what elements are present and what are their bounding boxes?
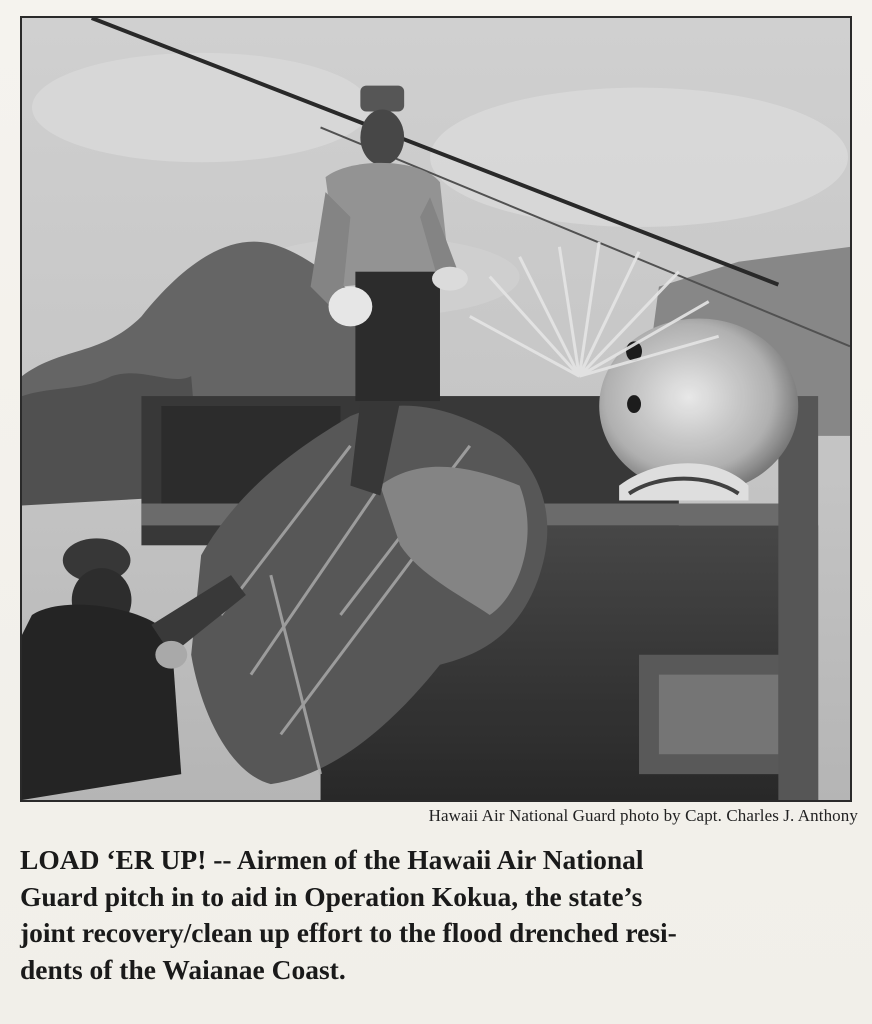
caption-line: Guard pitch in to aid in Operation Kokua, the state’s — [20, 880, 643, 912]
news-photo — [20, 16, 852, 802]
caption-line: joint recovery/clean up effort to the flood drenched resi- — [20, 917, 677, 948]
caption-line: dents of the Waianae Coast. — [20, 953, 346, 985]
photo-credit: Hawaii Air National Guard photo by Capt. Charles J. Anthony — [428, 806, 858, 825]
caption-line: LOAD ‘ER UP! -- Airmen of the Hawaii Air National — [20, 844, 644, 875]
photo-caption — [20, 842, 852, 988]
